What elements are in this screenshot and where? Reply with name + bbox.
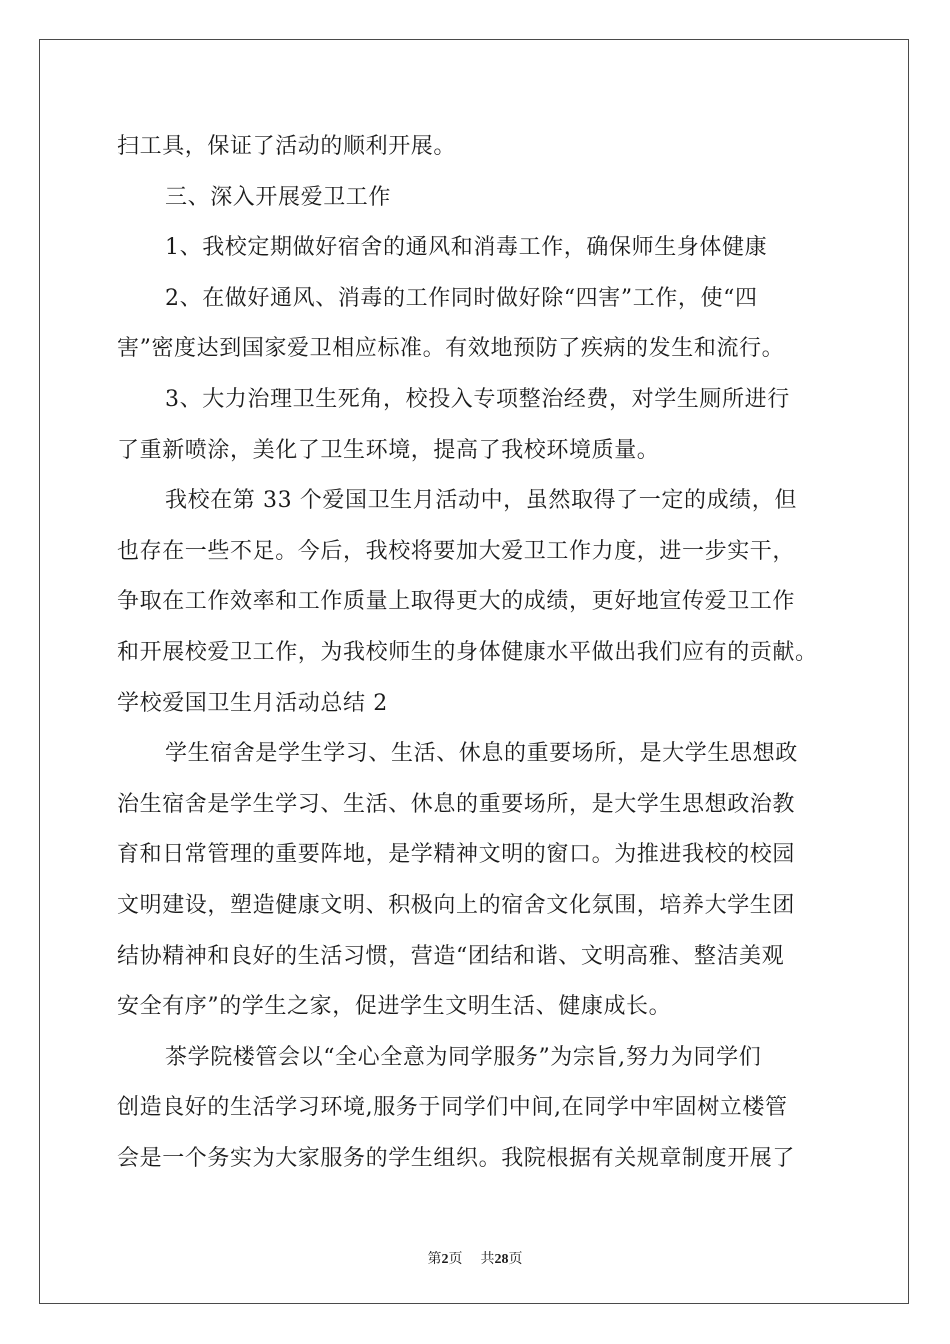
page-number: 2 [441, 1252, 449, 1267]
text-line: 2、在做好通风、消毒的工作同时做好除“四害”工作，使“四 [165, 285, 758, 311]
text-line: 文明建设，塑造健康文明、积极向上的宿舍文化氛围，培养大学生团 [117, 892, 796, 918]
text-line: 我校在第 33 个爱国卫生月活动中，虽然取得了一定的成绩，但 [165, 488, 797, 514]
text-line: 争取在工作效率和工作质量上取得更大的成绩，更好地宣传爱卫工作 [117, 589, 796, 615]
document-body [117, 122, 837, 1184]
total-prefix: 共 [480, 1251, 495, 1267]
text-line: 学校爱国卫生月活动总结 2 [117, 690, 388, 716]
text-line: 了重新喷涂，美化了卫生环境，提高了我校环境质量。 [117, 437, 660, 463]
text-line: 学生宿舍是学生学习、生活、休息的重要场所，是大学生思想政 [165, 741, 798, 767]
page-prefix: 第 [427, 1251, 442, 1267]
total-pages: 28 [494, 1252, 509, 1267]
text-line: 结协精神和良好的生活习惯，营造“团结和谐、文明高雅、整洁美观 [117, 943, 785, 969]
text-line: 三、深入开展爱卫工作 [165, 184, 392, 210]
text-line: 扫工具，保证了活动的顺利开展。 [117, 134, 457, 159]
text-line: 育和日常管理的重要阵地，是学精神文明的窗口。为推进我校的校园 [117, 842, 796, 868]
text-line: 和开展校爱卫工作，为我校师生的身体健康水平做出我们应有的贡献。 [117, 639, 818, 665]
page-suffix: 页 [448, 1251, 463, 1267]
text-line: 也存在一些不足。今后，我校将要加大爱卫工作力度，进一步实干， [117, 538, 796, 564]
text-line: 害”密度达到国家爱卫相应标准。有效地预防了疾病的发生和流行。 [117, 336, 785, 362]
text-line: 3、大力治理卫生死角，校投入专项整治经费，对学生厕所进行 [165, 386, 790, 412]
text-line: 安全有序”的学生之家，促进学生文明生活、健康成长。 [117, 994, 672, 1020]
total-suffix: 页 [508, 1251, 523, 1267]
page-footer [0, 1248, 950, 1268]
text-line: 治生宿舍是学生学习、生活、休息的重要场所，是大学生思想政治教 [117, 791, 796, 817]
text-line: 创造良好的生活学习环境,服务于同学们中间,在同学中牢固树立楼管 [117, 1095, 788, 1121]
text-line: 茶学院楼管会以“全心全意为同学服务”为宗旨,努力为同学们 [165, 1044, 762, 1070]
text-line: 1、我校定期做好宿舍的通风和消毒工作，确保师生身体健康 [165, 235, 768, 261]
text-line: 会是一个务实为大家服务的学生组织。我院根据有关规章制度开展了 [117, 1145, 796, 1171]
